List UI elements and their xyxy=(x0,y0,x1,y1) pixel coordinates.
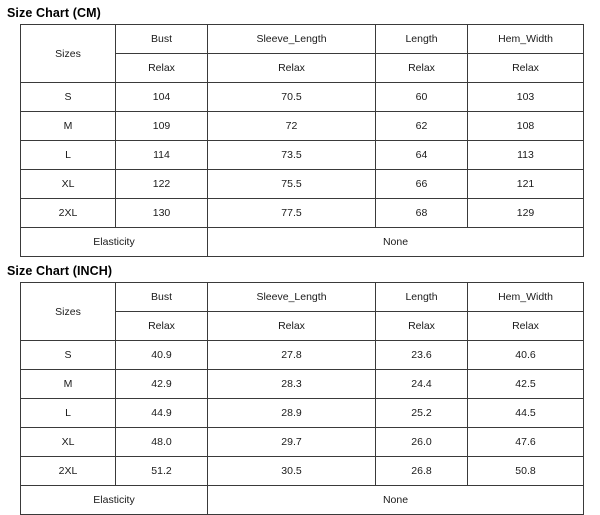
row-size: XL xyxy=(21,428,116,457)
row-bust: 48.0 xyxy=(116,428,208,457)
row-bust: 42.9 xyxy=(116,370,208,399)
row-length: 26.8 xyxy=(376,457,468,486)
row-bust: 122 xyxy=(116,170,208,199)
row-bust: 40.9 xyxy=(116,341,208,370)
header-bust: Bust xyxy=(116,25,208,54)
row-sleeve: 75.5 xyxy=(208,170,376,199)
header-hem-width: Hem_Width xyxy=(468,25,584,54)
row-length: 25.2 xyxy=(376,399,468,428)
subheader-sleeve-relax: Relax xyxy=(208,54,376,83)
table-header-row xyxy=(21,25,584,54)
elasticity-row xyxy=(21,228,584,257)
row-hem: 108 xyxy=(468,112,584,141)
row-hem: 129 xyxy=(468,199,584,228)
table-row xyxy=(21,199,584,228)
row-hem: 50.8 xyxy=(468,457,584,486)
header-sizes: Sizes xyxy=(21,283,116,341)
row-length: 68 xyxy=(376,199,468,228)
subheader-sleeve-relax: Relax xyxy=(208,312,376,341)
row-length: 64 xyxy=(376,141,468,170)
row-size: 2XL xyxy=(21,457,116,486)
row-hem: 40.6 xyxy=(468,341,584,370)
subheader-hem-relax: Relax xyxy=(468,54,584,83)
table-row xyxy=(21,370,584,399)
size-chart-inch xyxy=(0,264,600,515)
row-sleeve: 72 xyxy=(208,112,376,141)
size-chart-inch-title: Size Chart (INCH) xyxy=(7,264,113,278)
section-spacer xyxy=(0,257,600,264)
subheader-bust-relax: Relax xyxy=(116,54,208,83)
table-row xyxy=(21,141,584,170)
row-hem: 42.5 xyxy=(468,370,584,399)
elasticity-row xyxy=(21,486,584,515)
row-hem: 103 xyxy=(468,83,584,112)
elasticity-label: Elasticity xyxy=(21,486,208,515)
table-row xyxy=(21,170,584,199)
row-size: L xyxy=(21,399,116,428)
subheader-bust-relax: Relax xyxy=(116,312,208,341)
table-row xyxy=(21,428,584,457)
row-sleeve: 30.5 xyxy=(208,457,376,486)
row-bust: 51.2 xyxy=(116,457,208,486)
table-row xyxy=(21,83,584,112)
row-hem: 113 xyxy=(468,141,584,170)
row-size: M xyxy=(21,370,116,399)
elasticity-value: None xyxy=(208,228,584,257)
header-sleeve-length: Sleeve_Length xyxy=(208,283,376,312)
header-sleeve-length: Sleeve_Length xyxy=(208,25,376,54)
row-sleeve: 73.5 xyxy=(208,141,376,170)
row-sleeve: 28.3 xyxy=(208,370,376,399)
row-size: L xyxy=(21,141,116,170)
table-row xyxy=(21,399,584,428)
row-length: 60 xyxy=(376,83,468,112)
row-length: 66 xyxy=(376,170,468,199)
row-sleeve: 77.5 xyxy=(208,199,376,228)
table-row xyxy=(21,457,584,486)
size-chart-cm xyxy=(0,6,600,257)
table-header-row xyxy=(21,283,584,312)
row-length: 23.6 xyxy=(376,341,468,370)
row-bust: 114 xyxy=(116,141,208,170)
subheader-length-relax: Relax xyxy=(376,54,468,83)
size-chart-cm-title: Size Chart (CM) xyxy=(7,6,101,20)
row-bust: 109 xyxy=(116,112,208,141)
row-sleeve: 29.7 xyxy=(208,428,376,457)
row-size: M xyxy=(21,112,116,141)
row-bust: 104 xyxy=(116,83,208,112)
subheader-hem-relax: Relax xyxy=(468,312,584,341)
row-sleeve: 27.8 xyxy=(208,341,376,370)
row-sleeve: 70.5 xyxy=(208,83,376,112)
row-length: 24.4 xyxy=(376,370,468,399)
header-length: Length xyxy=(376,283,468,312)
subheader-length-relax: Relax xyxy=(376,312,468,341)
row-sleeve: 28.9 xyxy=(208,399,376,428)
elasticity-value: None xyxy=(208,486,584,515)
table-row xyxy=(21,341,584,370)
row-size: S xyxy=(21,83,116,112)
row-bust: 130 xyxy=(116,199,208,228)
row-size: 2XL xyxy=(21,199,116,228)
row-hem: 121 xyxy=(468,170,584,199)
header-sizes: Sizes xyxy=(21,25,116,83)
row-hem: 44.5 xyxy=(468,399,584,428)
header-bust: Bust xyxy=(116,283,208,312)
row-size: S xyxy=(21,341,116,370)
row-length: 26.0 xyxy=(376,428,468,457)
row-length: 62 xyxy=(376,112,468,141)
row-hem: 47.6 xyxy=(468,428,584,457)
table-row xyxy=(21,112,584,141)
header-hem-width: Hem_Width xyxy=(468,283,584,312)
row-size: XL xyxy=(21,170,116,199)
elasticity-label: Elasticity xyxy=(21,228,208,257)
size-chart-inch-table xyxy=(20,282,584,515)
header-length: Length xyxy=(376,25,468,54)
row-bust: 44.9 xyxy=(116,399,208,428)
size-chart-cm-table xyxy=(20,24,584,257)
